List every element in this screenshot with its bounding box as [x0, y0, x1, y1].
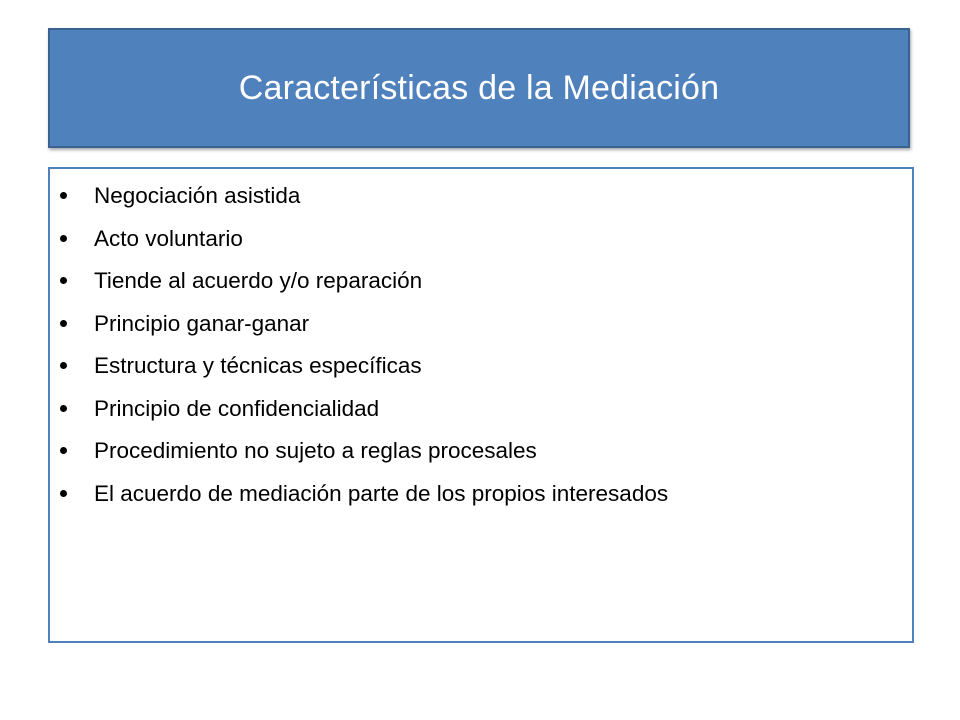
bullet-item: [60, 473, 902, 516]
slide-title: Características de la Mediación: [238, 68, 720, 107]
bullet-dot-icon: [60, 192, 67, 199]
bullet-item: [60, 345, 902, 388]
bullet-text: El acuerdo de mediación parte de los propios interesados: [94, 480, 669, 506]
bullet-item: [60, 303, 902, 346]
bullet-item: [60, 388, 902, 431]
bullet-text: Principio de confidencialidad: [94, 395, 380, 421]
bullet-text: Estructura y técnicas específicas: [94, 353, 422, 379]
bullet-text: Acto voluntario: [94, 225, 243, 251]
bullet-text: Tiende al acuerdo y/o reparación: [94, 268, 423, 294]
bullet-dot-icon: [60, 277, 67, 284]
bullet-dot-icon: [60, 320, 67, 327]
bullet-dot-icon: [60, 405, 67, 412]
bullet-item: [60, 218, 902, 261]
title-box: [48, 28, 910, 148]
bullet-item: [60, 260, 902, 303]
bullet-text: Principio ganar-ganar: [94, 310, 310, 336]
bullet-dot-icon: [60, 362, 67, 369]
content-box: [48, 167, 914, 643]
bullet-text: Procedimiento no sujeto a reglas procesales: [94, 438, 537, 464]
bullet-item: [60, 175, 902, 218]
bullet-dot-icon: [60, 490, 67, 497]
bullet-dot-icon: [60, 235, 67, 242]
bullet-dot-icon: [60, 447, 67, 454]
bullet-item: [60, 430, 902, 473]
bullet-text: Negociación asistida: [94, 183, 301, 209]
bullet-list: [60, 175, 902, 515]
